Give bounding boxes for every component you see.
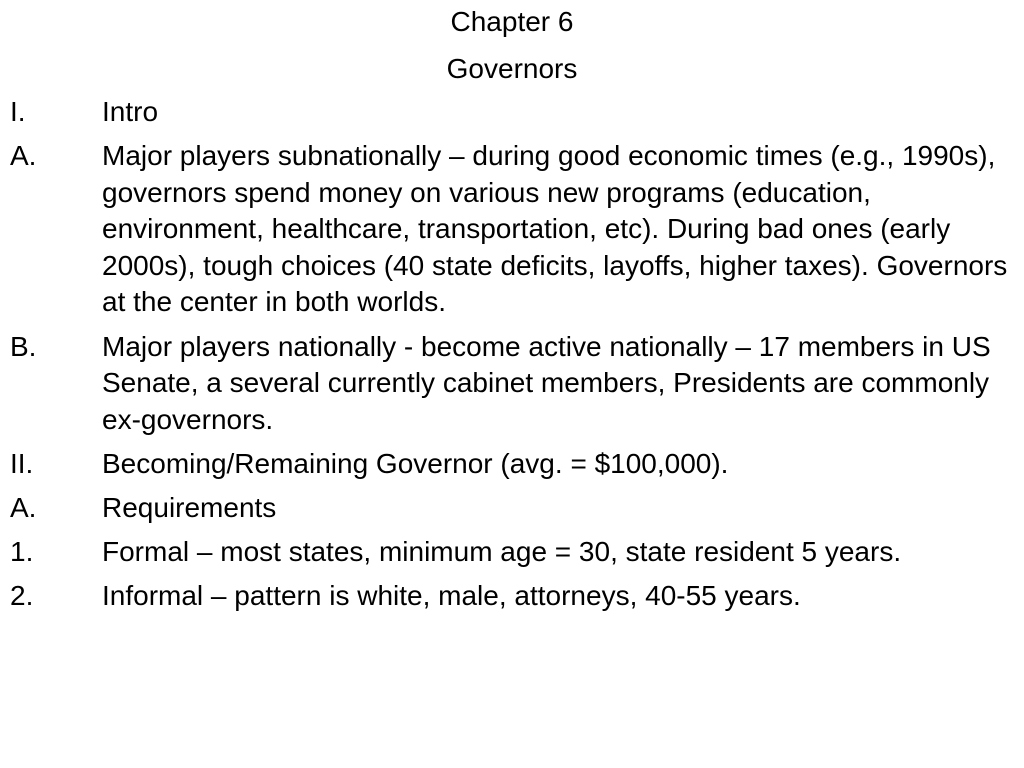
outline-marker: A. — [10, 491, 37, 523]
outline-marker: I. — [10, 96, 26, 127]
outline-text: Major players subnationally – during good economic times (e.g., 1990s), governors spend money on various new programs (education, environment, healthcare, transportation, etc). During bad ones (early 2000s), tough choices (40 state deficits, layoffs, higher taxes). Governors at the center in both worlds. — [102, 140, 1008, 318]
slide-title: Chapter 6 — [450, 6, 574, 37]
outline-list — [10, 94, 1010, 622]
slide-subtitle: Governors — [446, 53, 578, 84]
outline-text: Informal – pattern is white, male, attorneys, 40-55 years. — [102, 580, 801, 612]
outline-marker: B. — [10, 330, 37, 362]
outline-item-national — [10, 329, 1010, 439]
outline-text: Requirements — [102, 491, 277, 523]
outline-text: Formal – most states, minimum age = 30, state resident 5 years. — [102, 536, 902, 568]
outline-item-informal — [10, 578, 1010, 615]
outline-item-subnational — [10, 138, 1010, 321]
outline-item-requirements — [10, 490, 1010, 527]
outline-item-becoming-governor — [10, 446, 1010, 483]
outline-marker: 2. — [10, 580, 34, 612]
outline-item-intro — [10, 94, 1010, 131]
outline-item-formal — [10, 534, 1010, 571]
outline-marker: 1. — [10, 536, 34, 568]
outline-text: Major players nationally - become active nationally – 17 members in US Senate, a several currently cabinet members, Presidents are commonly ex-governors. — [102, 330, 991, 435]
outline-marker: II. — [10, 447, 34, 479]
outline-marker: A. — [10, 140, 37, 172]
outline-text: Intro — [102, 96, 159, 127]
outline-text: Becoming/Remaining Governor (avg. = $100,000). — [102, 447, 729, 479]
